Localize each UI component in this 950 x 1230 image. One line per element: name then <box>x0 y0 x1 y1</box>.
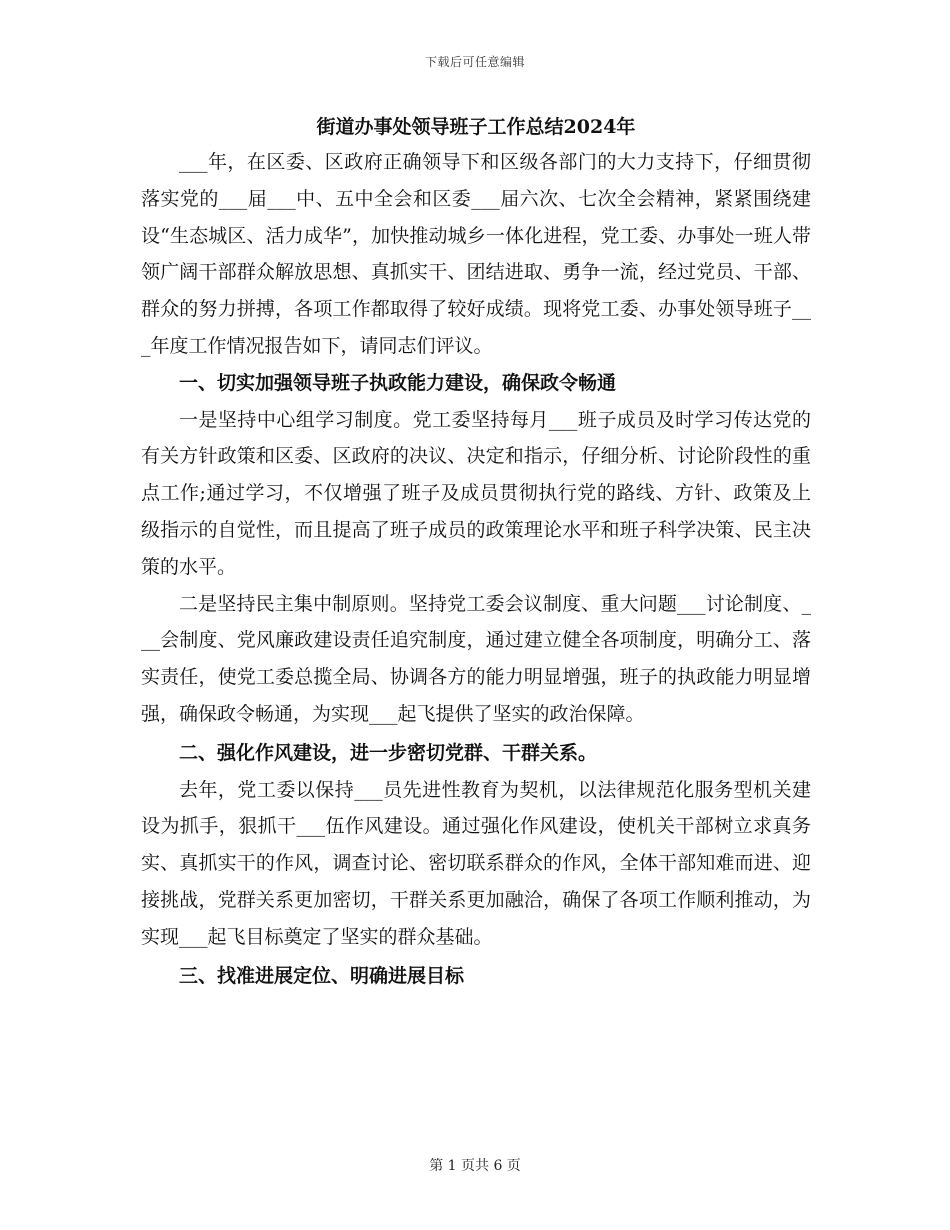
page-header-note: 下载后可任意编辑 <box>424 55 525 69</box>
paragraph-intro: ___年，在区委、区政府正确领导下和区级各部门的大力支持下，仔细贯彻落实党的___届___中、五中全会和区委___届六次、七次全会精神，紧紧围绕建设“生态城区、活力成华”，加快推动城乡一体化进程，党工委、办事处一班人带领广阔干部群众解放思想、真抓实干、团结进取、勇争一流，经过党员、干部、群众的努力拼搏，各项工作都取得了较好成绩。现将党工委、办事处领导班子___年度工作情况报告如下，请同志们评议。 <box>141 151 811 357</box>
paragraph-study-system: 一是坚持中心组学习制度。党工委坚持每月___班子成员及时学习传达党的有关方针政策和区委、区政府的决议、决定和指示，仔细分析、讨论阶段性的重点工作;通过学习，不仅增强了班子及成员贯彻执行党的路线、方针、政策及上级指示的自觉性，而且提高了班子成员的政策理论水平和班子科学决策、民主决策的水平。 <box>141 408 811 578</box>
section-heading-3: 三、找准进展定位、明确进展目标 <box>179 964 465 987</box>
section-heading-1: 一、切实加强领导班子执政能力建设，确保政令畅通 <box>179 371 617 394</box>
document-body <box>141 112 811 994</box>
document-title: 街道办事处领导班子工作总结2024年 <box>316 116 636 138</box>
paragraph-work-style: 去年，党工委以保持___员先进性教育为契机，以法律规范化服务型机关建设为抓手，狠抓干___伍作风建设。通过强化作风建设，使机关干部树立求真务实、真抓实干的作风，调查讨论、密切联系群众的作风，全体干部知难而进、迎接挑战，党群关系更加密切，干群关系更加融洽，确保了各项工作顺利推动，为实现___起飞目标奠定了坚实的群众基础。 <box>141 778 811 948</box>
page-number: 第 1 页共 6 页 <box>429 1158 521 1174</box>
section-heading-2: 二、强化作风建设，进一步密切党群、干群关系。 <box>179 741 598 764</box>
paragraph-democratic-centralism: 二是坚持民主集中制原则。坚持党工委会议制度、重大问题___讨论制度、___会制度、党风廉政建设责任追究制度，通过建立健全各项制度，明确分工、落实责任，使党工委总揽全局、协调各方的能力明显增强，班子的执政能力明显增强，确保政令畅通，为实现___起飞提供了坚实的政治保障。 <box>141 592 811 725</box>
